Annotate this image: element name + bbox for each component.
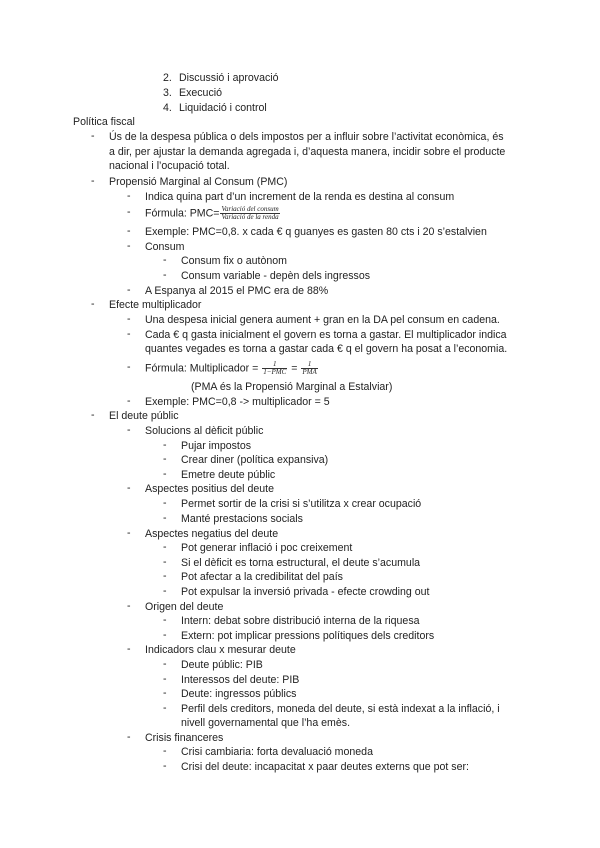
list-item: Solucions al dèficit públic [145, 425, 264, 437]
pma-note: (PMA és la Propensió Marginal a Estalviar) [191, 381, 393, 393]
bullet-dash: - [91, 175, 95, 187]
step-item: 4. Liquidació i control [163, 102, 267, 114]
bullet-dash: - [91, 130, 95, 142]
bullet-dash: - [163, 468, 167, 480]
bullet-dash: - [163, 614, 167, 626]
bullet-dash: - [163, 760, 167, 772]
bullet-dash: - [163, 687, 167, 699]
definition-line: nacional i l’ocupació total. [109, 160, 230, 172]
list-item: Perfil dels creditors, moneda del deute, si està indexat a la inflació, i [181, 703, 500, 715]
list-item: Crisi cambiaria: forta devaluació moneda [181, 746, 373, 758]
bullet-dash: - [127, 731, 131, 743]
bullet-dash: - [163, 658, 167, 670]
list-item: Interessos del deute: PIB [181, 674, 300, 686]
list-item: Extern: pot implicar pressions polítiques dels creditors [181, 630, 435, 642]
list-item: quantes vegades es torna a gastar cada € q el govern ha posat a l’economia. [145, 343, 508, 355]
bullet-dash: - [127, 600, 131, 612]
deute-title: El deute públic [109, 410, 179, 422]
mult-fraction-2: $\frac{1}{\text{PMA}}$ [302, 360, 317, 376]
bullet-dash: - [163, 585, 167, 597]
bullet-dash: - [163, 541, 167, 553]
mult-title: Efecte multiplicador [109, 299, 202, 311]
mult-fraction-1: $\frac{1}{\text{1−PMC}}$ [263, 360, 287, 376]
definition-line: a dir, per ajustar la demanda agregada i, d’aquesta manera, incidir sobre el producte [109, 146, 506, 158]
list-item: Aspectes positius del deute [145, 483, 274, 495]
bullet-dash: - [127, 482, 131, 494]
list-item: Crisi del deute: incapacitat x paar deutes externs que pot ser: [181, 761, 469, 773]
bullet-dash: - [127, 643, 131, 655]
mult-formula: Fórmula: Multiplicador = $\frac{1}{\text{1−PMC}}$ = $\frac{1}{\text{PMA}}$ [145, 360, 317, 376]
bullet-dash: - [163, 673, 167, 685]
bullet-dash: - [127, 206, 131, 218]
list-item: Pot generar inflació i poc creixement [181, 542, 353, 554]
bullet-dash: - [127, 527, 131, 539]
bullet-dash: - [127, 190, 131, 202]
bullet-dash: - [127, 361, 131, 373]
pmc-fraction: $\frac{\text{Variació del consum}}{\text{Variació de la renda}}$ [221, 205, 279, 221]
bullet-dash: - [163, 269, 167, 281]
step-item: 3. Execució [163, 87, 222, 99]
list-item: Deute públic: PIB [181, 659, 263, 671]
list-item: Exemple: PMC=0,8. x cada € q guanyes es gasten 80 cts i 20 s’estalvien [145, 226, 487, 238]
bullet-dash: - [127, 225, 131, 237]
definition-line: Ús de la despesa pública o dels impostos per a influir sobre l’activitat econòmica, és [109, 131, 504, 143]
list-item: Una despesa inicial genera aument + gran en la DA pel consum en cadena. [145, 314, 500, 326]
list-item: Crisis financeres [145, 732, 224, 744]
list-item: Indica quina part d’un increment de la renda es destina al consum [145, 191, 455, 203]
bullet-dash: - [163, 702, 167, 714]
list-item: Manté prestacions socials [181, 513, 303, 525]
list-item: Si el dèficit es torna estructural, el deute s’acumula [181, 557, 421, 569]
list-item: Cada € q gasta inicialment el govern es torna a gastar. El multiplicador indica [145, 329, 507, 341]
bullet-dash: - [163, 512, 167, 524]
list-item: Origen del deute [145, 601, 224, 613]
list-item: Crear diner (política expansiva) [181, 454, 329, 466]
bullet-dash: - [127, 424, 131, 436]
list-item: Exemple: PMC=0,8 -> multiplicador = 5 [145, 396, 330, 408]
list-item: Consum fix o autònom [181, 255, 287, 267]
step-item: 2. Discussió i aprovació [163, 72, 279, 84]
list-item: Indicadors clau x mesurar deute [145, 644, 296, 656]
bullet-dash: - [163, 453, 167, 465]
list-item: A Espanya al 2015 el PMC era de 88% [145, 285, 329, 297]
list-item: Pot afectar a la credibilitat del país [181, 571, 343, 583]
list-item: Consum [145, 241, 185, 253]
list-item: Consum variable - depèn dels ingressos [181, 270, 371, 282]
pmc-formula: Fórmula: PMC= $\frac{\text{Variació del consum}}{\text{Variació de la renda}}$ [145, 205, 279, 221]
bullet-dash: - [163, 497, 167, 509]
bullet-dash: - [163, 570, 167, 582]
bullet-dash: - [127, 284, 131, 296]
bullet-dash: - [91, 298, 95, 310]
bullet-dash: - [163, 556, 167, 568]
list-item: nivell governamental que l’ha emès. [181, 717, 351, 729]
list-item: Permet sortir de la crisi si s’utilitza x crear ocupació [181, 498, 422, 510]
list-item: Intern: debat sobre distribució interna de la riquesa [181, 615, 420, 627]
list-item: Pot expulsar la inversió privada - efecte crowding out [181, 586, 430, 598]
bullet-dash: - [163, 254, 167, 266]
bullet-dash: - [163, 439, 167, 451]
bullet-dash: - [91, 409, 95, 421]
bullet-dash: - [163, 745, 167, 757]
list-item: Pujar impostos [181, 440, 252, 452]
section-heading: Política fiscal [73, 116, 135, 128]
bullet-dash: - [127, 313, 131, 325]
list-item: Emetre deute públic [181, 469, 276, 481]
bullet-dash: - [127, 328, 131, 340]
bullet-dash: - [127, 240, 131, 252]
bullet-dash: - [163, 629, 167, 641]
list-item: Aspectes negatius del deute [145, 528, 279, 540]
pmc-title: Propensió Marginal al Consum (PMC) [109, 176, 288, 188]
bullet-dash: - [127, 395, 131, 407]
list-item: Deute: ingressos públics [181, 688, 297, 700]
